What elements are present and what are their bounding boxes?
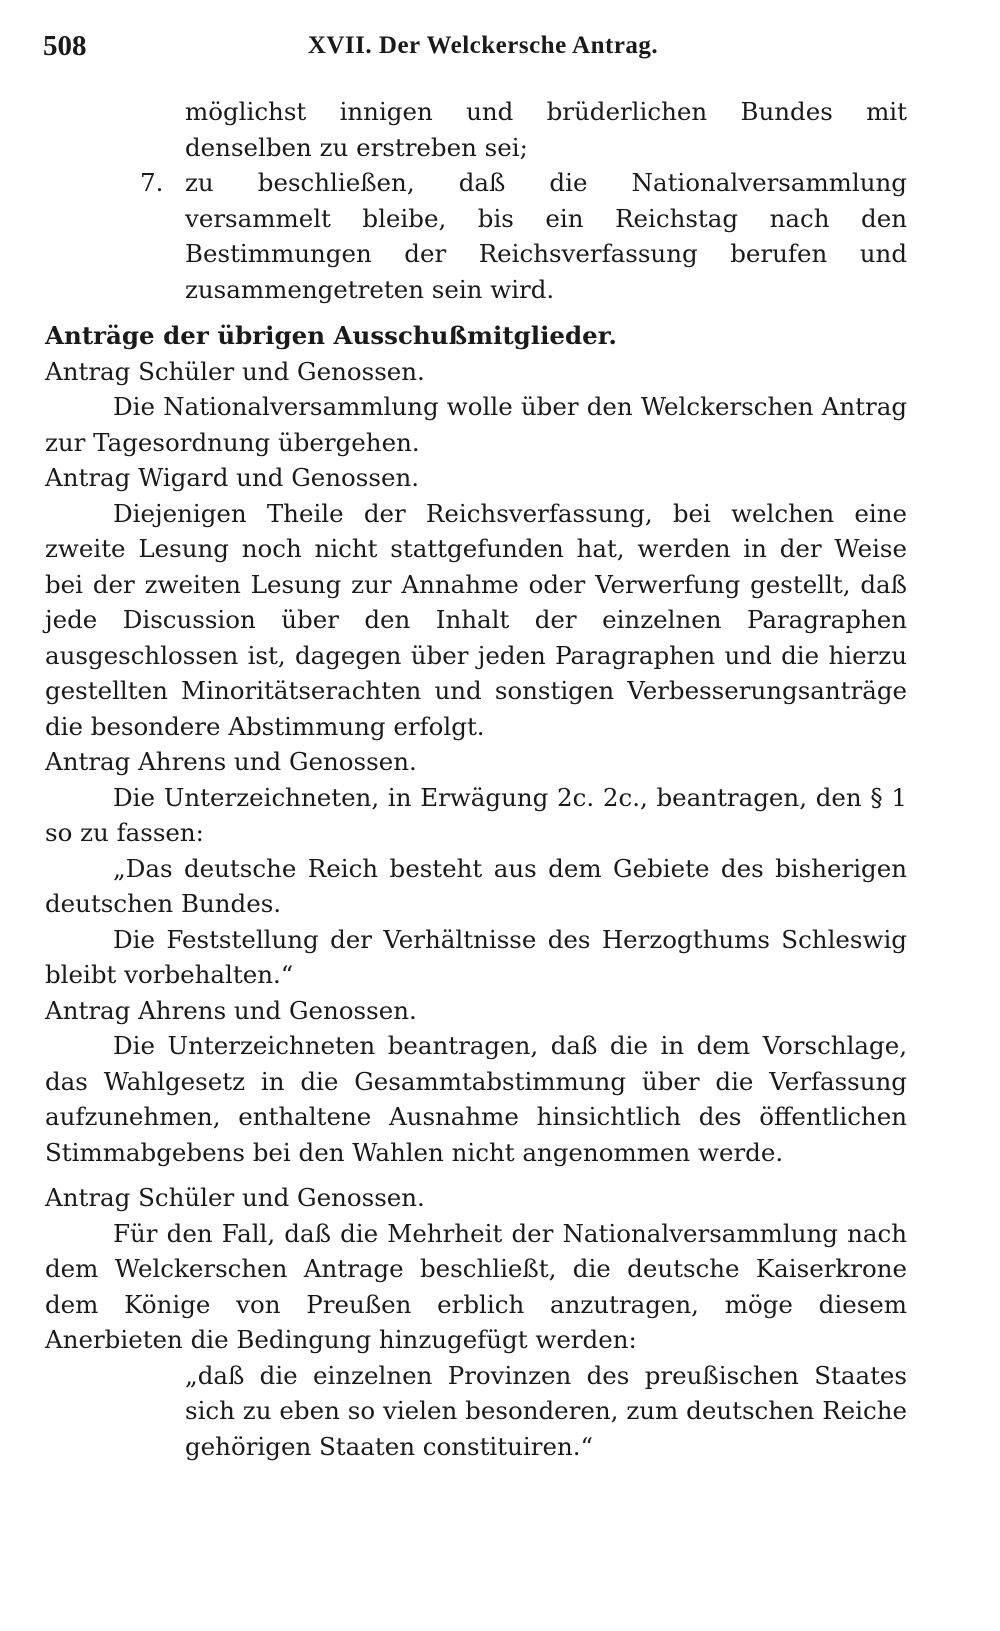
running-title: XVII. Der Welckersche Antrag. — [307, 32, 659, 59]
motion-heading: Antrag Wigard und Genossen. — [45, 463, 420, 492]
quoted-paragraph: „daß die einzelnen Provinzen des preußischen Staates sich zu eben so vielen besonderen, zum deutschen Reiche gehörigen Staaten constituiren.“ — [185, 1360, 907, 1461]
motion-paragraph: Diejenigen Theile der Reichsverfassung, bei welchen eine zweite Lesung noch nicht stattgefunden hat, werden in der Weise bei der zweiten Lesung zur Annahme oder Verwerfung gestellt, daß jede Discussion über den Inhalt der einzelnen Paragraphen ausgeschlossen ist, dagegen über jeden Paragraphen und die hierzu gestellten Minoritätserachten und sonstigen Verbesserungsanträge die besondere Abstimmung erfolgt. — [45, 498, 907, 741]
motion-heading: Antrag Ahrens und Genossen. — [45, 995, 417, 1025]
motion-paragraph: Die Unterzeichneten, in Erwägung 2c. 2c., beantragen, den § 1 so zu fassen: — [45, 782, 907, 847]
motion-paragraph: Die Nationalversammlung wolle über den Welckerschen Antrag zur Tagesordnung übergehen. — [45, 392, 907, 457]
body-text — [45, 94, 907, 1464]
motion-paragraph: Für den Fall, daß die Mehrheit der Nationalversammlung nach dem Welckerschen Antrage beschließt, die deutsche Kaiserkrone dem Könige von Preußen erblich anzutragen, möge diesem Anerbieten die Bedingung hinzugefügt werden: — [45, 1218, 907, 1354]
section-heading: Anträge der übrigen Ausschußmitglieder. — [45, 321, 617, 350]
quoted-paragraph: „Das deutsche Reich besteht aus dem Gebiete des bisherigen deutschen Bundes. — [45, 853, 907, 918]
page-header — [43, 30, 913, 70]
motion-paragraph: Die Unterzeichneten beantragen, daß die in dem Vorschlage, das Wahlgesetz in die Gesammtabstimmung über die Verfassung aufzunehmen, enthaltene Ausnahme hinsichtlich des öffentlichen Stimmabgebens bei den Wahlen nicht angenommen werde. — [45, 1031, 907, 1167]
quoted-paragraph: Die Feststellung der Verhältnisse des Herzogthums Schleswig bleibt vorbehalten.“ — [45, 924, 907, 989]
motion-heading: Antrag Schüler und Genossen. — [45, 356, 425, 386]
motion-heading: Antrag Schüler und Genossen. — [45, 1183, 425, 1212]
page-number: 508 — [43, 30, 87, 62]
item-text: zu beschließen, daß die Nationalversammlung versammelt bleibe, bis ein Reichstag nach den Bestimmungen der Reichsverfassung berufen und zusammengetreten sein wird. — [185, 168, 907, 304]
continued-item-text: möglichst innigen und brüderlichen Bundes mit denselben zu erstreben sei; — [185, 97, 907, 162]
motion-heading: Antrag Ahrens und Genossen. — [45, 747, 417, 776]
item-number: 7. — [140, 168, 164, 197]
numbered-item — [45, 165, 907, 307]
